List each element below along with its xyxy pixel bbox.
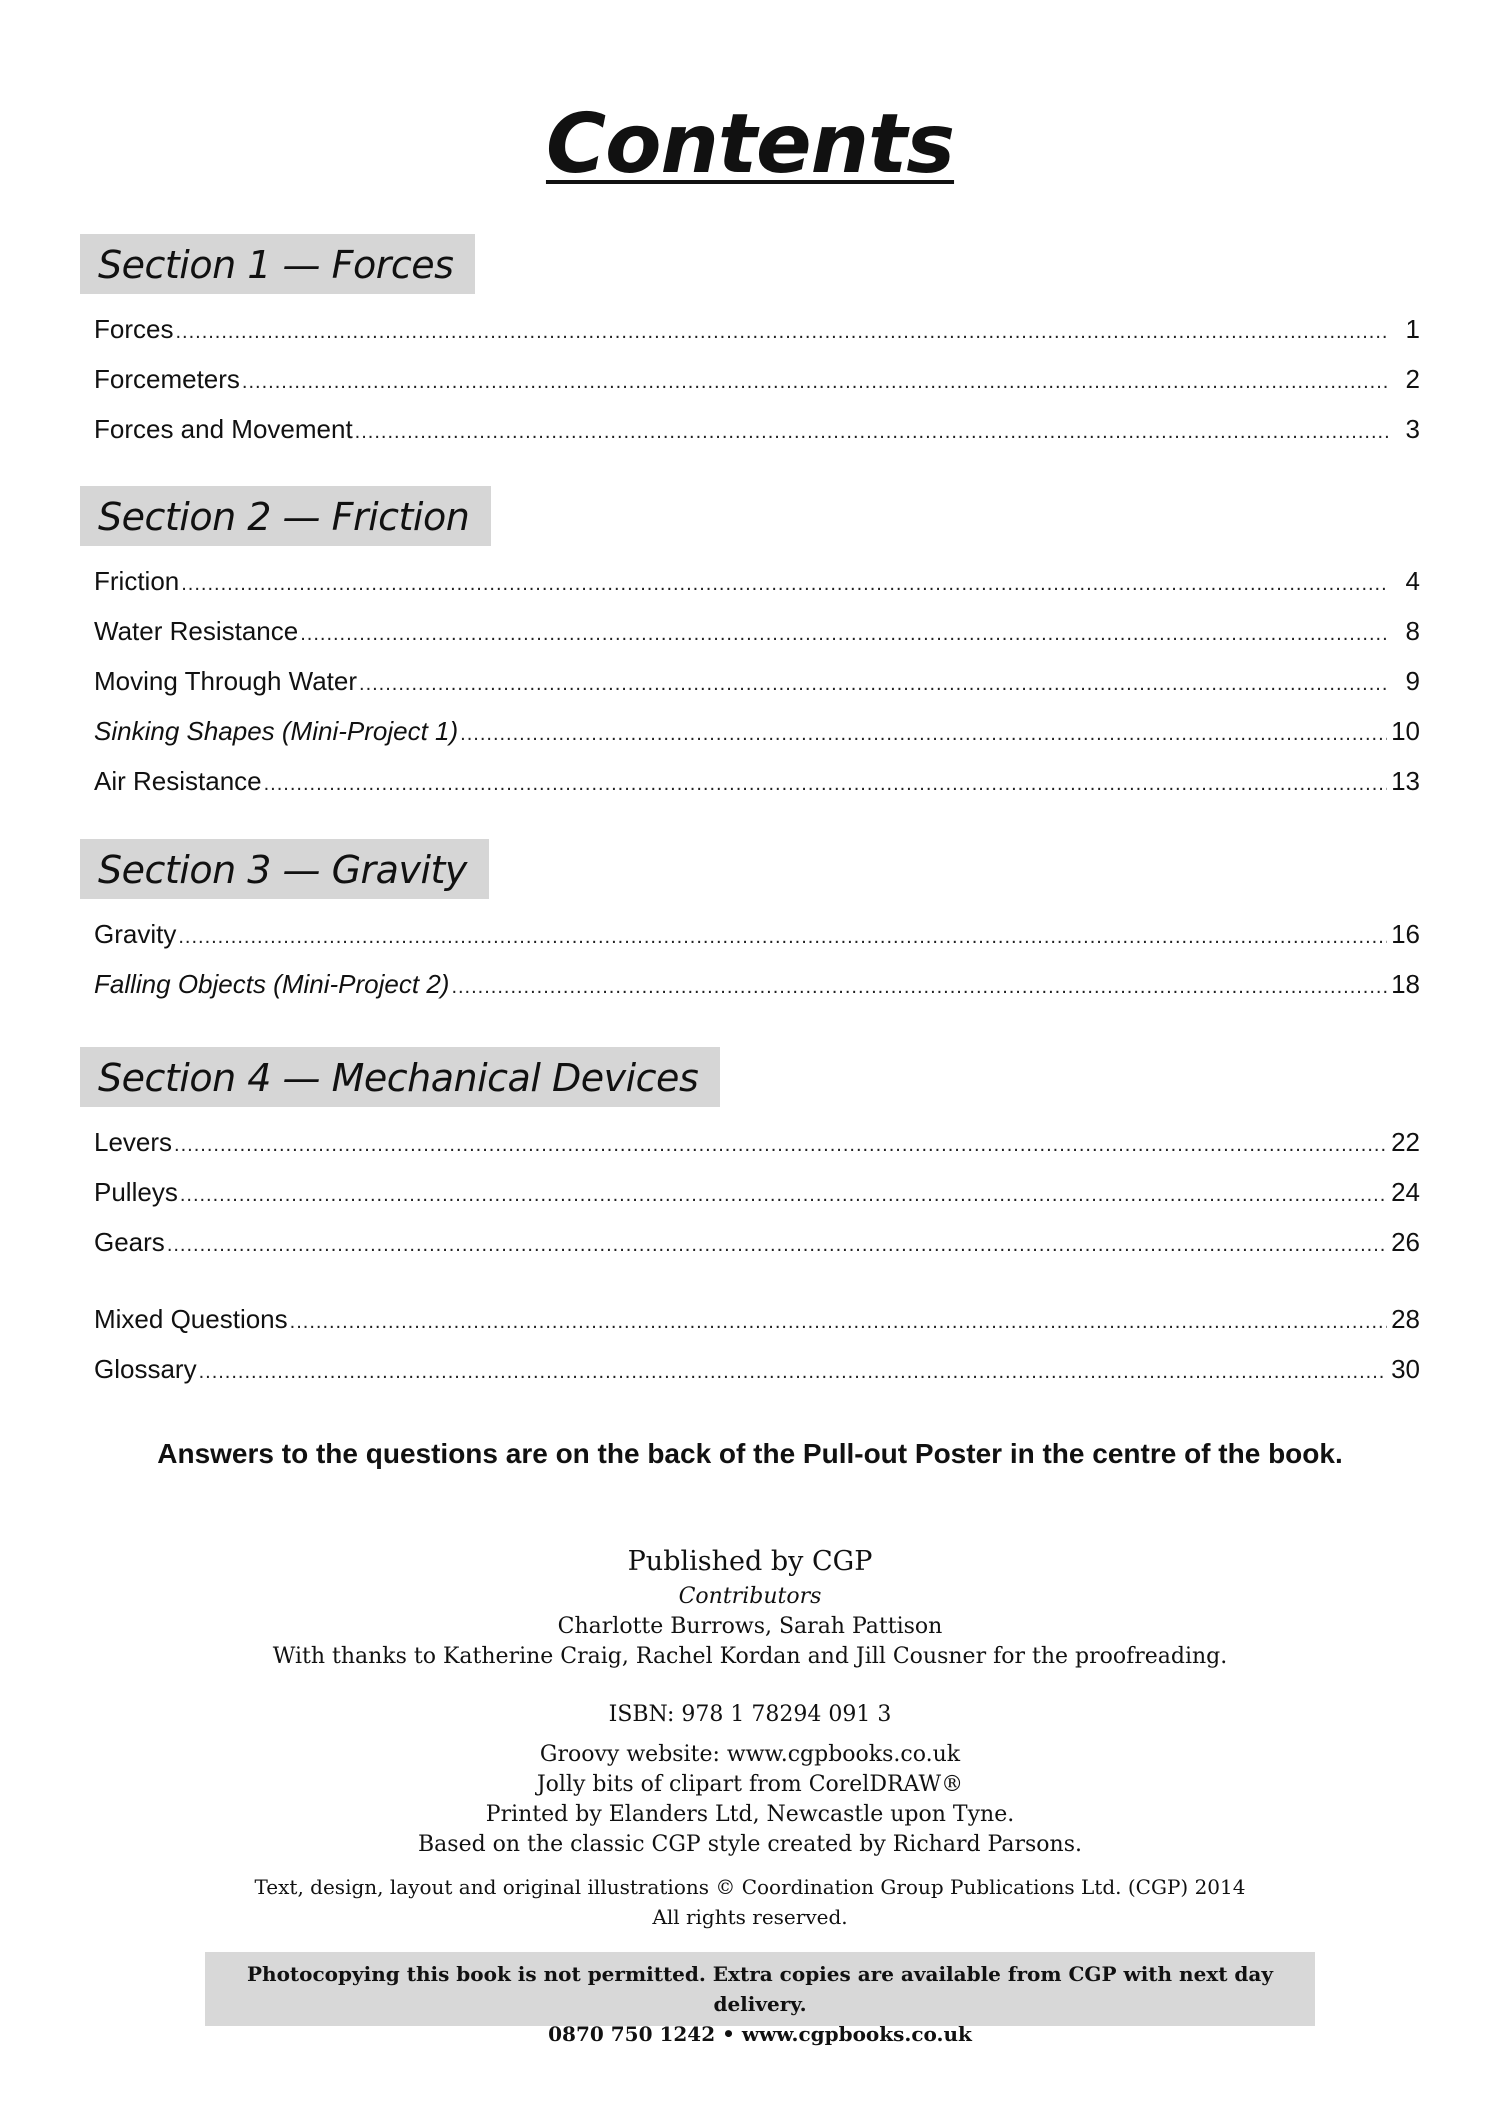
dot-leader <box>178 912 1387 962</box>
entry-page: 18 <box>1391 969 1420 999</box>
entry-page: 28 <box>1391 1304 1420 1334</box>
entry-page: 3 <box>1405 414 1420 444</box>
entry-page: 2 <box>1405 364 1420 394</box>
dot-leader <box>290 1297 1387 1347</box>
toc-entry[interactable] <box>80 1167 1420 1217</box>
dot-leader <box>175 307 1388 357</box>
entry-page: 9 <box>1405 666 1420 696</box>
toc-entry[interactable] <box>80 354 1420 404</box>
dot-leader <box>460 709 1387 759</box>
entry-page: 26 <box>1391 1227 1420 1257</box>
extra-entries <box>80 1294 1420 1394</box>
isbn: ISBN: 978 1 78294 091 3 <box>608 1702 892 1727</box>
section-entries <box>80 1117 1420 1267</box>
entry-page: 24 <box>1391 1177 1420 1207</box>
toc-entry[interactable] <box>80 606 1420 656</box>
dot-leader <box>359 659 1388 709</box>
production-details <box>0 1740 1500 1860</box>
contributors-label: Contributors <box>678 1584 822 1609</box>
section-entries <box>80 556 1420 806</box>
toc-entry[interactable] <box>80 1117 1420 1167</box>
entry-title: Water Resistance <box>94 616 299 646</box>
entry-title: Moving Through Water <box>94 666 358 696</box>
section-friction <box>80 486 1420 806</box>
entry-page: 13 <box>1391 766 1420 796</box>
entry-title: Air Resistance <box>94 766 262 796</box>
dot-leader <box>355 407 1388 457</box>
entry-page: 16 <box>1391 919 1420 949</box>
toc-entry[interactable] <box>80 1294 1420 1344</box>
entry-title: Glossary <box>94 1354 197 1384</box>
entry-title: Forcemeters <box>94 364 240 394</box>
section-heading: Section 2 — Friction <box>80 486 491 546</box>
toc-entry[interactable] <box>80 959 1420 1009</box>
entry-title: Gravity <box>94 919 177 949</box>
rights-line: All rights reserved. <box>652 1905 848 1929</box>
entry-title: Falling Objects (Mini-Project 2) <box>94 969 450 999</box>
website-line: Groovy website: www.cgpbooks.co.uk <box>539 1742 961 1767</box>
entry-page: 30 <box>1391 1354 1420 1384</box>
dot-leader <box>242 357 1388 407</box>
contributors: Charlotte Burrows, Sarah Pattison <box>557 1614 943 1639</box>
answers-note: Answers to the questions are on the back of the Pull-out Poster in the centre of the book. <box>157 1438 1343 1469</box>
dot-leader <box>264 759 1387 809</box>
copyright-block <box>0 1872 1500 1932</box>
dot-leader <box>180 1170 1387 1220</box>
notice-line-1: Photocopying this book is not permitted. Extra copies are available from CGP with next day delivery. <box>247 1962 1273 2016</box>
toc-entry[interactable] <box>80 909 1420 959</box>
entry-page: 10 <box>1391 716 1420 746</box>
entry-title: Gears <box>94 1227 165 1257</box>
notice-line-2: 0870 750 1242 • www.cgpbooks.co.uk <box>548 2022 972 2046</box>
section-gravity <box>80 839 1420 1009</box>
section-heading: Section 1 — Forces <box>80 234 475 294</box>
clipart-line: Jolly bits of clipart from CorelDRAW® <box>536 1772 964 1797</box>
based-on-line: Based on the classic CGP style created by Richard Parsons. <box>418 1832 1082 1857</box>
entry-title: Forces <box>94 314 174 344</box>
entry-page: 22 <box>1391 1127 1420 1157</box>
entry-page: 1 <box>1405 314 1420 344</box>
dot-leader <box>167 1220 1387 1270</box>
publisher-info <box>0 1542 1500 1672</box>
section-mechanical-devices <box>80 1047 1420 1267</box>
entry-title: Sinking Shapes (Mini-Project 1) <box>94 716 459 746</box>
entry-title: Forces and Movement <box>94 414 353 444</box>
photocopy-notice <box>205 1952 1315 2046</box>
entry-page: 4 <box>1405 566 1420 596</box>
toc-entry[interactable] <box>80 656 1420 706</box>
page-title: Contents <box>545 97 955 192</box>
section-heading: Section 4 — Mechanical Devices <box>80 1047 720 1107</box>
toc-entry[interactable] <box>80 556 1420 606</box>
toc-entry[interactable] <box>80 1217 1420 1267</box>
entry-title: Mixed Questions <box>94 1304 288 1334</box>
entry-title: Pulleys <box>94 1177 178 1207</box>
toc-entry[interactable] <box>80 1344 1420 1394</box>
publication-details <box>0 1700 1500 1730</box>
section-entries <box>80 909 1420 1009</box>
toc-entry[interactable] <box>80 756 1420 806</box>
toc-entry[interactable] <box>80 304 1420 354</box>
entry-page: 8 <box>1405 616 1420 646</box>
dot-leader <box>174 1120 1387 1170</box>
copyright-line: Text, design, layout and original illustrations © Coordination Group Publications Ltd. (CGP) 2014 <box>254 1875 1246 1899</box>
section-forces <box>80 234 1420 454</box>
dot-leader <box>300 609 1388 659</box>
dot-leader <box>181 559 1388 609</box>
entry-title: Levers <box>94 1127 173 1157</box>
dot-leader <box>451 962 1387 1012</box>
section-entries <box>80 304 1420 454</box>
entry-title: Friction <box>94 566 180 596</box>
printed-line: Printed by Elanders Ltd, Newcastle upon Tyne. <box>485 1802 1015 1827</box>
thanks-line: With thanks to Katherine Craig, Rachel Kordan and Jill Cousner for the proofreading. <box>272 1644 1228 1669</box>
section-heading: Section 3 — Gravity <box>80 839 489 899</box>
toc-entry[interactable] <box>80 706 1420 756</box>
toc-entry[interactable] <box>80 404 1420 454</box>
published-by: Published by CGP <box>627 1546 873 1577</box>
dot-leader <box>199 1347 1388 1397</box>
